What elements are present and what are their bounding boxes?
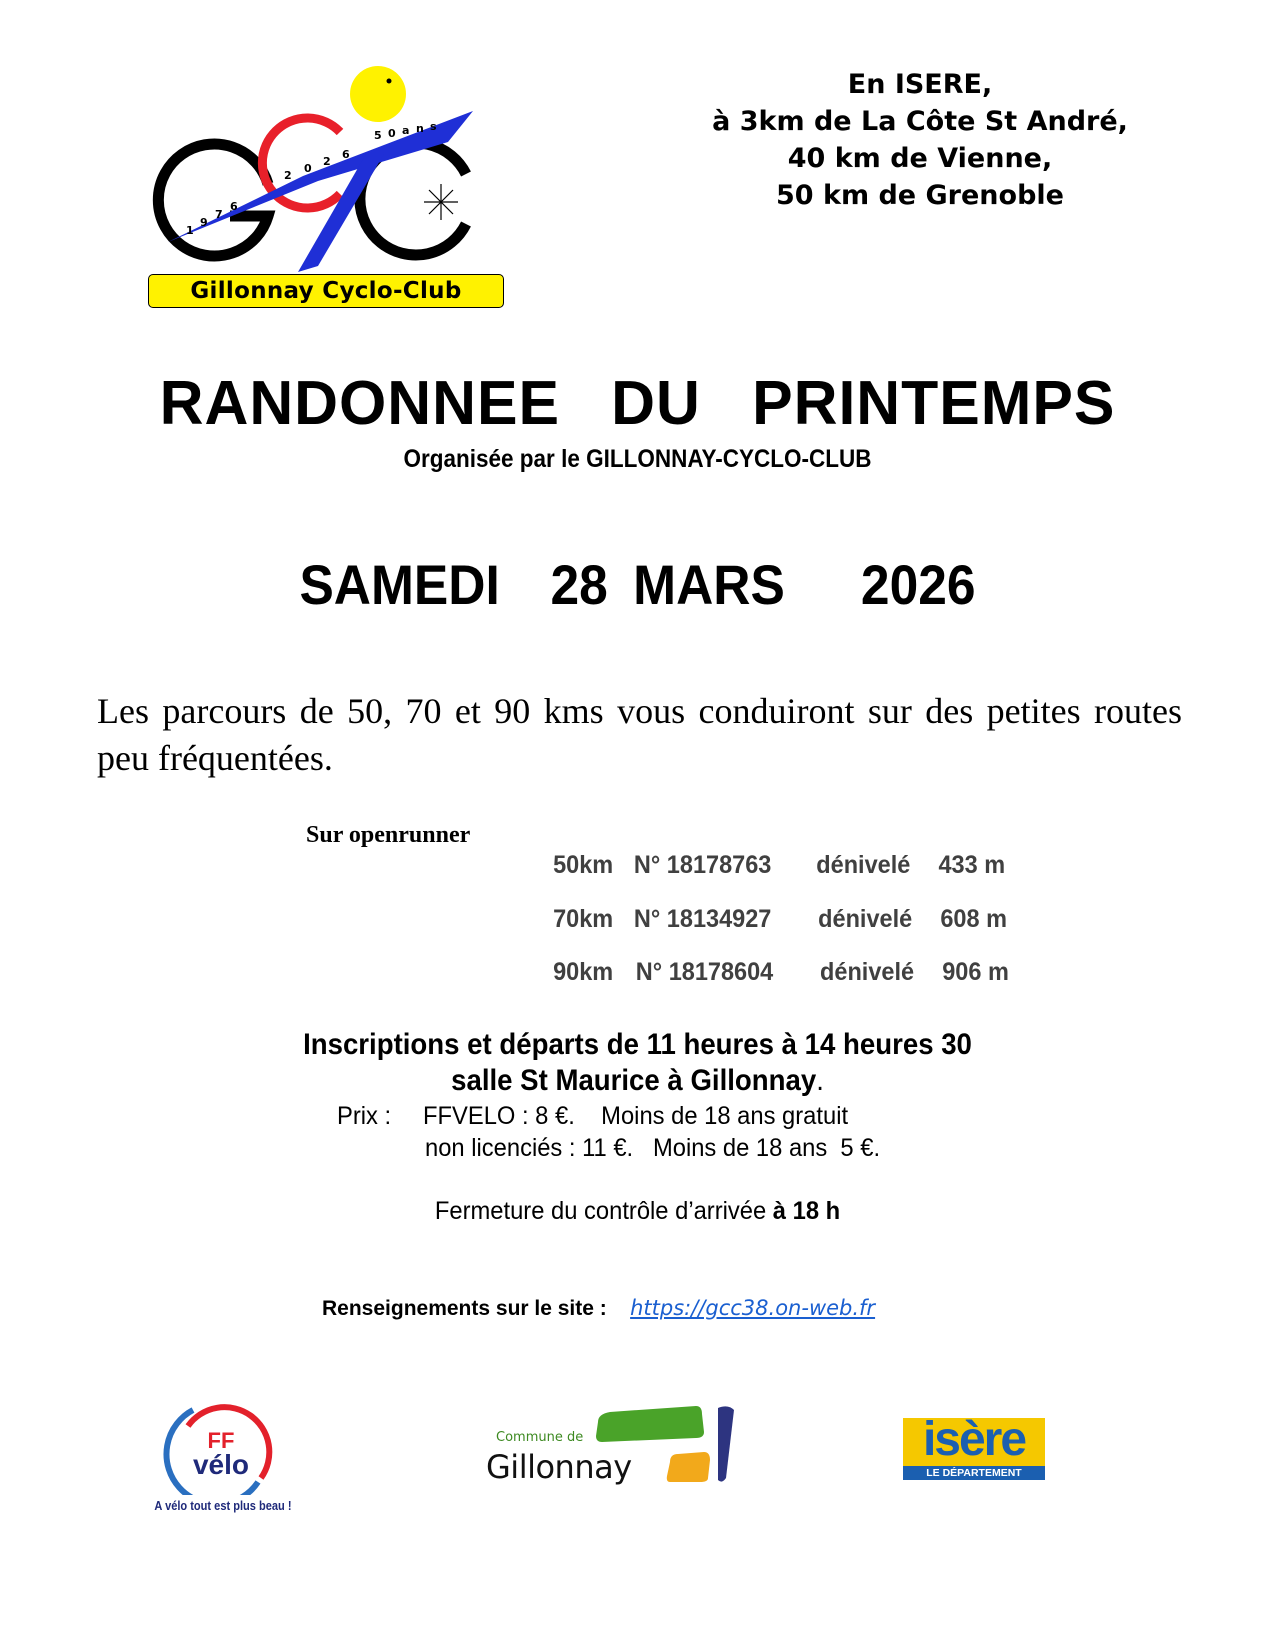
cyclist-logo-icon [148,66,508,276]
location-block [700,66,1140,214]
route-number: N° 18178604 [635,958,774,986]
svg-text:s: s [430,120,437,133]
commune-logo [486,1402,756,1497]
location-line: 40 km de Vienne, [787,143,1053,174]
info-line [322,1296,875,1321]
commune-name: Gillonnay [486,1448,632,1486]
route-elevation-label: dénivelé [816,851,911,879]
event-date: SAMEDI 28 MARS 2026 [299,553,976,616]
ffvelo-emblem-icon [133,1390,313,1495]
intro-paragraph: Les parcours de 50, 70 et 90 kms vous conduiront sur des petites routes peu fréquentées. [97,691,1182,778]
route-elevation-label: dénivelé [818,905,913,933]
route-elevation: 608 m [940,905,1007,933]
route-elevation-label: dénivelé [820,958,915,986]
route-number: N° 18134927 [633,905,772,933]
svg-text:5: 5 [374,129,382,142]
price-line-non-licencies: non licenciés : 11 €. Moins de 18 ans 5 €. [425,1134,881,1162]
registration-venue [51,1064,1224,1098]
svg-text:1: 1 [186,224,194,237]
svg-text:7: 7 [215,208,223,221]
closing-hour: à 18 h [772,1197,841,1225]
route-row [540,822,1029,880]
website-link[interactable]: https://gcc38.on-web.fr [630,1296,876,1320]
ffvelo-tagline: A vélo tout est plus beau ! [154,1498,292,1513]
route-distance: 90km [553,958,614,986]
info-label: Renseignements sur le site : [322,1297,607,1320]
ffvelo-ff: FF [207,1428,235,1453]
svg-text:6: 6 [342,148,350,161]
route-distance: 70km [553,905,614,933]
route-distance: 50km [553,851,614,879]
svg-text:2: 2 [284,169,292,182]
svg-text:2: 2 [323,155,331,168]
routes-label: Sur openrunner [306,822,471,848]
price-label: Prix : [337,1102,392,1130]
isere-word: isère [922,1413,1026,1466]
location-line: 50 km de Grenoble [776,180,1064,211]
club-name-banner: Gillonnay Cyclo-Club [148,274,504,308]
registration-hours: Inscriptions et départs de 11 heures à 14 heures 30 [303,1028,972,1061]
svg-text:0: 0 [304,162,312,175]
event-organizer: Organisée par le GILLONNAY-CYCLO-CLUB [403,445,872,473]
ffvelo-logo [133,1390,313,1525]
closing-time [32,1197,1243,1226]
isere-logo [903,1413,1045,1480]
registration-venue-text: salle St Maurice à Gillonnay [451,1064,817,1097]
isere-band: LE DÉPARTEMENT [903,1466,1045,1480]
svg-text:0: 0 [388,127,396,140]
ffvelo-velo: vélo [192,1449,250,1480]
route-elevation: 906 m [942,958,1009,986]
route-elevation: 433 m [938,851,1006,879]
club-logo [148,66,508,316]
price-line-ffvelo: FFVELO : 8 €. Moins de 18 ans gratuit [423,1102,849,1130]
route-row [540,929,1029,987]
closing-text: Fermeture du contrôle d’arrivée [434,1197,773,1225]
location-line: à 3km de La Côte St André, [712,106,1128,137]
registration-venue-end: . [816,1064,824,1097]
svg-text:9: 9 [200,216,208,229]
svg-text:n: n [416,122,424,135]
route-row [540,876,1029,934]
route-number: N° 18178763 [633,851,772,879]
event-title: RANDONNEE DU PRINTEMPS [159,369,1116,438]
location-line: En ISERE, [847,69,993,100]
commune-prefix: Commune de [496,1430,584,1445]
svg-text:6: 6 [230,200,238,213]
svg-text:a: a [402,124,410,137]
